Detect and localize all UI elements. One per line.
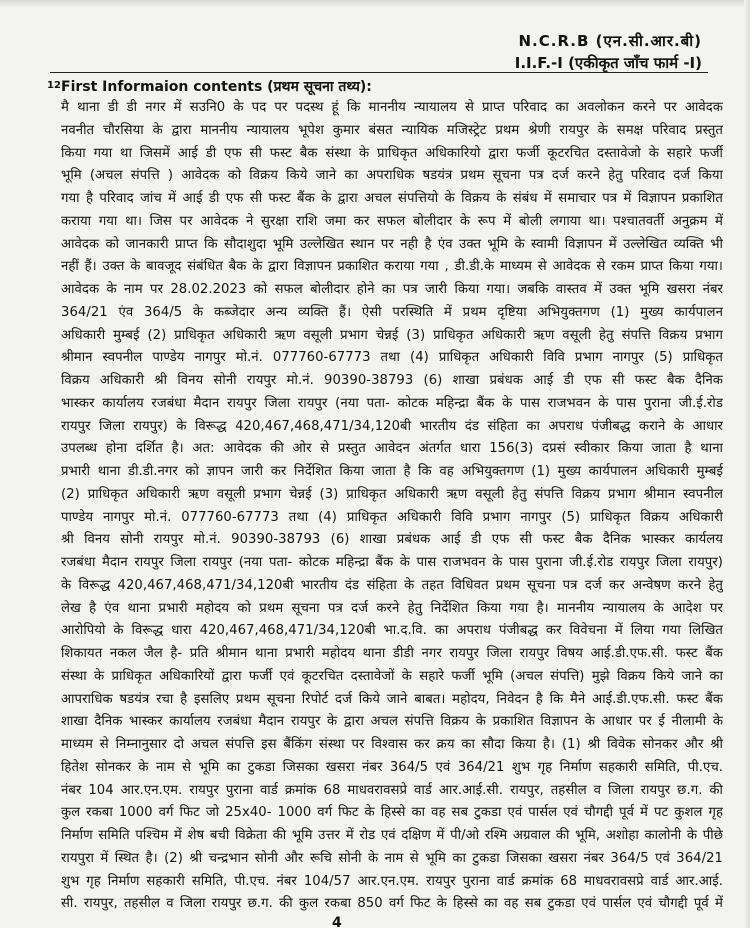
body-line: अधिकारी मुम्बई (2) प्राधिकृत अधिकारी ऋण वसूली प्रभाग चेन्नई (3) प्राधिकृत अधिकारी ऋण वसूली हेतु संपत्ति विक्रय प्रभाग	[61, 327, 723, 343]
body-line: विक्रय अधिकारी श्री विनय सोनी रायपुर मो.नं. 90390-38793 (6) शाखा प्रबंधक आई डी एफ सी फस्ट बैक दैनिक	[61, 373, 723, 388]
body-line: आवेदक को जानकारी प्राप्त कि सौदाशुदा भूमि उल्लेखित स्थान पर नही है एंव उक्त भूमि के स्वामी विज्ञापन में उल्लेखित व्यक्ति भी	[61, 236, 723, 252]
body-line: भास्कर कार्यालय रजबंधा मैदान रायपुर जिला रायपुर (नया पता- कोटक महिन्द्रा बैंक के पास राजभवन के पास पुराना जी.ई.रोड	[61, 395, 723, 411]
body-line: नवनीत चौरसिया के द्वारा माननीय न्यायालय भूपेश कुमार बंसत न्यायिक मजिस्ट्रेट प्रथम श्रेणी रायपुर के समक्ष परिवाद प्रस्तुत	[61, 122, 723, 138]
body-line: संस्था के प्राधिकृत अधिकारियों द्वारा फर्जी एवं कूटरचित दस्तावेजों के सहारे फर्जी भूमि (अचल संपत्ति) मुझे विक्रय किये जाने का	[61, 668, 723, 684]
first-information-body	[61, 97, 723, 916]
body-line: मै थाना डी डी नगर में सउनि0 के पद पर पदस्थ हूं कि माननीय न्यायालय से प्राप्त परिवाद का अवलोकन करने पर आवेदक	[61, 100, 723, 115]
body-line: उपलब्ध होना दर्शित है। अत: आवेदक की ओर से प्रस्तुत आवेदन अंतर्गत धारा 156(3) दप्रसं स्वीकार किया जाता है थाना	[61, 441, 723, 457]
page-number: 4	[332, 915, 342, 928]
body-line: शाखा दैनिक भास्कर कार्यालय रजबंधा मैदान रायपुर के द्वारा अचल संपत्ति विक्रय के प्रकाशित विज्ञापन के आधार पर ई नीलामी के	[61, 714, 723, 730]
body-line: माध्यम से निम्नानुसार दो अचल संपत्ति इस बैंकिंग संस्था पर विश्वास कर क्रय का सौदा किया है। (1) श्री विवेक सोनकर और श्री	[61, 737, 723, 752]
body-line: सी. रायपुर, तहसील व जिला रायपुर छ.ग. की कुल रकबा 850 वर्ग फिट के हिस्से का वह सब टुकडा एवं पार्सल एवं चौगद्दी पूर्व में	[61, 896, 723, 912]
section-title: First Informaion contents (प्रथम सूचना तथ्य):	[61, 79, 372, 95]
body-line: आरोपियो के विरूद्ध धारा 420,467,468,471/34,120बी भा.द.वि. का अपराध पंजीबद्ध कर विवेचना में लिया गया लिखित	[61, 623, 723, 639]
header-iif: I.I.F.-I (एकीकृत जाँच फार्म -I)	[514, 54, 702, 72]
body-line: भूमि (अचल संपत्ति ) आवेदक को विक्रय किये जाने का अपराधिक षडयंत्र प्रथम सूचना पत्र दर्ज करने हेतु परिवाद दर्ज किया	[61, 168, 723, 184]
body-line: आवेदक के नाम पर 28.02.2023 को सफल बोलीदार होने का पत्र जारी किया गया। जबकि वास्तव में उक्त भूमि खसरा नंबर	[61, 282, 723, 297]
body-line: किया गया था जिसमें आई डी एफ सी फस्ट बैक संस्था के प्राधिकृत अधिकारियो द्वारा फर्जी कूटरचित दस्तावेजो के सहारे फर्जी	[61, 145, 723, 161]
body-line: शिकायत नकल जैल है- प्रति श्रीमान थाना प्रभारी महोदय थाना डीडी नगर रायपुर जिला रायपुर विषय आई.डी.एफ.सी. फस्ट बैंक	[61, 646, 723, 661]
form-header	[515, 30, 702, 74]
page-edge-shadow	[744, 0, 750, 928]
body-line: गया है परिवाद जांच में आई डी एफ सी फस्ट बैंक के द्वारा अचल संपत्तियो के विक्रय के संबंध में समाचार पत्र में विज्ञापन प्रकाशित	[61, 191, 723, 206]
body-line: हितेश सोनकर के नाम से भूमि का टुकडा जिसका खसरा नंबर 364/5 एवं 364/21 शुभ गृह निर्माण सहकारी समिति, पी.एच.	[61, 759, 723, 775]
body-line: पाण्डेय नागपुर मो.नं. 077760-67773 तथा (4) प्राधिकृत अधिकारी विवि प्रभाग नागपुर (5) प्राधिकृत विक्रय अधिकारी	[61, 509, 723, 525]
body-line: लेख है एंव थाना प्रभारी महोदय को प्रथम सूचना पत्र दर्ज करने हेतु निर्देशित किया गया है। माननीय न्यायालय के आदेश पर	[61, 600, 723, 616]
header-divider	[50, 72, 708, 73]
body-line: रायपुरा में स्थित है। (2) श्री चन्द्रभान सोनी और रूचि सोनी के नाम से भूमि का टुकडा जिसका खसरा नंबर 364/5 एवं 364/21	[61, 850, 723, 866]
body-line: (2) प्राधिकृत अधिकारी ऋण वसूली प्रभाग चेन्नई (3) प्राधिकृत अधिकारी ऋण वसूली हेतु संपत्ति विक्रय प्रभाग श्रीमान स्वपनील	[61, 486, 723, 502]
body-line: कुल रकबा 1000 वर्ग फिट जो 25x40- 1000 वर्ग फिट के हिस्से का वह सब टुकडा एवं पार्सल एवं चौगद्दी पूर्व में पट कुशल गृह	[61, 805, 723, 821]
body-line: आपराधिक षडयंत्र रचा है इसलिए प्रथम सूचना रिपोर्ट दर्ज किये जाने बाबत। महोदय, निवेदन है कि मैने आई.डी.एफ.सी. फस्ट बैंक	[61, 691, 723, 707]
body-line: रजबंधा मैदान रायपुर जिला रायपुर (नया पता- कोटक महिन्द्रा बैंक के पास राजभवन के पास पुराना जी.ई.रोड रायपुर जिला रायपुर)	[61, 555, 723, 570]
body-line: नंबर 104 आर.एन.एम. रायपुर पुराना वार्ड क्रमांक 68 माधवरावसप्रे वार्ड आर.आई.सी. रायपुर, तहसील व जिला रायपुर छ.ग. की	[61, 782, 723, 798]
header-ncrb: N.C.R.B (एन.सी.आर.बी)	[518, 32, 702, 50]
body-line: 364/21 एंव 364/5 के कब्जेदार अन्य व्यक्ति हैं। ऐसी परस्थिति में प्रथम दृष्टिया अभियुक्तगण (1) मुख्य कार्यपालन	[61, 304, 723, 320]
body-line: श्रीमान स्वपनील पाण्डेय नागपुर मो.नं. 077760-67773 तथा (4) प्राधिकृत अधिकारी विवि प्रभाग नागपुर (5) प्राधिकृत	[61, 350, 723, 366]
body-line: नहीं हैं। उक्त के बावजूद संबंधित बैक के द्वारा विज्ञापन प्रकाशित कराया गया , डी.डी.के माध्यम से आवेदक से रकम प्राप्त किया गया।	[61, 259, 723, 275]
section-number: 12	[47, 80, 61, 91]
body-line: प्रभारी थाना डी.डी.नगर को ज्ञापन जारी कर निर्देशित किया जाता है कि वह अभियुक्तगण (1) मुख्य कार्यपालन अधिकारी मुम्बई	[61, 464, 723, 479]
body-line: निर्माण समिति पश्चिम में शेष बची विक्रेता की भूमि उत्तर में रोड एवं दक्षिण में पी/ओ रश्मि अग्रवाल की भूमि, अशोहा कालोनी के पीछे	[61, 828, 723, 843]
page-top-shadow	[0, 0, 750, 8]
body-line: शुभ गृह निर्माण सहकारी समिति, पी.एच. नंबर 104/57 आर.एन.एम. रायपुर पुराना वार्ड क्रमांक 68 माधवरावसप्रे वार्ड आर.आई.	[61, 873, 723, 889]
body-line: श्री विनय सोनी रायपुर मो.नं. 90390-38793 (6) शाखा प्रबंधक आई डी एफ सी फस्ट बैक दैनिक भास्कर कार्यलय	[61, 532, 723, 548]
body-line: रायपुर जिला रायपुर) के विरूद्ध 420,467,468,471/34,120बी भारतीय दंड संहिता का अपराध पंजीबद्ध कराने के आधार	[61, 418, 723, 434]
body-line: कराया गया था। जिस पर आवेदक ने सुरक्षा राशि जमा कर सफल बोलीदार के रूप में बोली लगाया था। पश्चातवर्ती अनुक्रम में	[61, 213, 723, 229]
body-line: के विरूद्ध 420,467,468,471/34,120बी भारतीय दंड संहिता के तहत विधिवत प्रथम सूचना पत्र दर्ज कर अन्वेषण करने हेतु	[61, 577, 723, 593]
